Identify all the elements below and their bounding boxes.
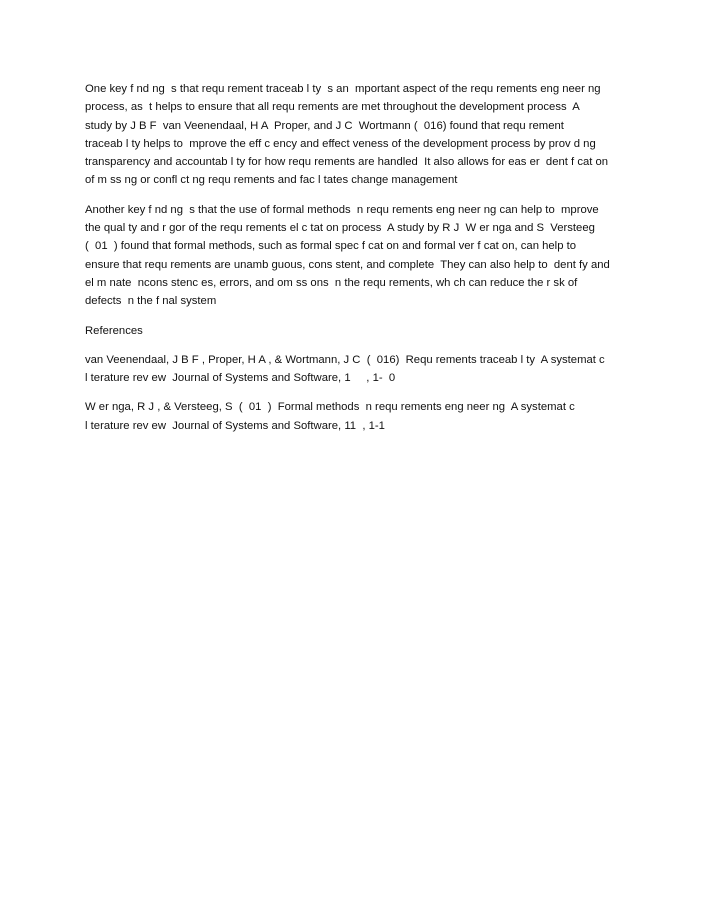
text-line: process, as t helps to ensure that all requ rements are met throughout the development process A: [85, 101, 580, 114]
document-body: [85, 80, 645, 446]
text-line: Another key f nd ng s that the use of formal methods n requ rements eng neer ng can help to mprove: [85, 203, 599, 216]
text-line: the qual ty and r gor of the requ rements el c tat on process A study by R J W er nga and S Versteeg: [85, 222, 595, 235]
text-line: el m nate ncons stenc es, errors, and om ss ons n the requ rements, wh ch can reduce the r sk of: [85, 276, 578, 289]
text-line: W er nga, R J , & Versteeg, S ( 01 ) Formal methods n requ rements eng neer ng A systemat c: [85, 401, 575, 414]
text-line: transparency and accountab l ty for how requ rements are handled It also allows for eas er dent f cat on: [85, 156, 609, 169]
text-line: traceab l ty helps to mprove the eff c ency and effect veness of the development process by prov d ng: [85, 137, 596, 150]
text-line: ( 01 ) found that formal methods, such as formal spec f cat on and formal ver f cat on, can help to: [85, 240, 577, 253]
text-line: One key f nd ng s that requ rement traceab l ty s an mportant aspect of the requ rements eng neer ng: [85, 83, 601, 95]
paragraph-formal-methods: [85, 201, 645, 311]
text-line: l terature rev ew Journal of Systems and Software, 1 , 1- 0: [85, 372, 396, 385]
text-line: ensure that requ rements are unamb guous, cons stent, and complete They can also help to dent fy and: [85, 258, 610, 271]
text-line: l terature rev ew Journal of Systems and Software, 11 , 1-1: [85, 419, 385, 432]
text-line: van Veenendaal, J B F , Proper, H A , & Wortmann, J C ( 016) Requ rements traceab l ty A systemat c: [85, 353, 605, 366]
reference-entry-1: [85, 351, 645, 388]
text-line: of m ss ng or confl ct ng requ rements and fac l tates change management: [85, 174, 458, 187]
references-heading: References: [85, 324, 143, 337]
text-line: defects n the f nal system: [85, 295, 217, 308]
paragraph-traceability: [85, 80, 645, 190]
text-line: study by J B F van Veenendaal, H A Proper, and J C Wortmann ( 016) found that requ rement: [85, 119, 564, 132]
reference-entry-2: [85, 398, 645, 435]
